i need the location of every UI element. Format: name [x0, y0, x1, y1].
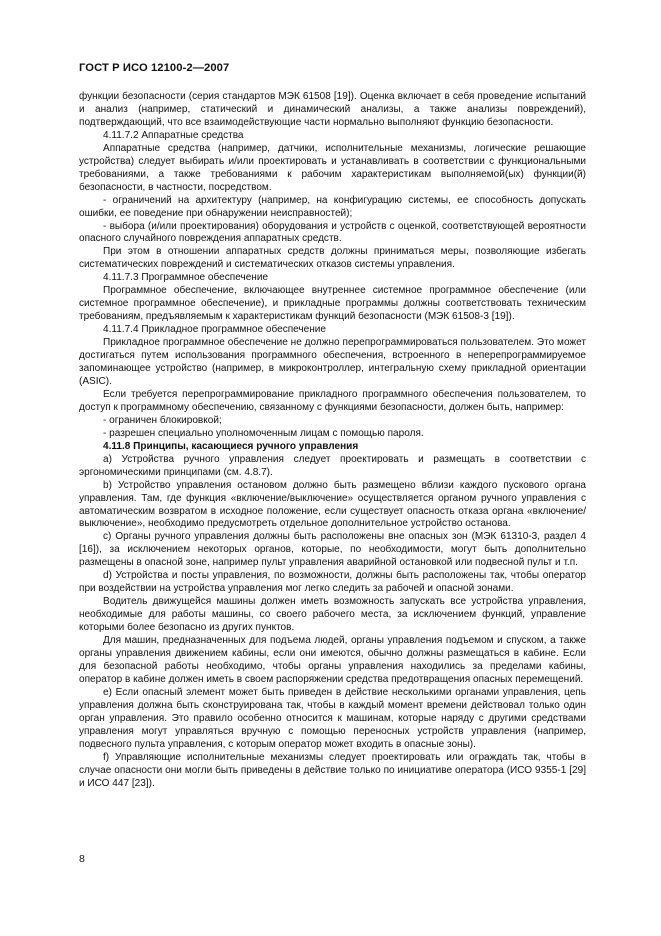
list-item: f) Управляющие исполнительные механизмы следует проектировать или ограждать так, чтобы в случае опасности они могли быть приведены в действие только по инициативе оператора (ИСО 9355-1 [29] и ИСО 447 [23]).	[79, 751, 586, 789]
paragraph: Программное обеспечение, включающее внутреннее системное программное обеспечение (или системное программное обеспечение), и прикладные программы должны соответствовать техническим требованиям, предъявляемым к характеристикам функций безопасности (МЭК 61508-3 [19]).	[79, 285, 586, 323]
page-number: 8	[79, 853, 85, 865]
paragraph: При этом в отношении аппаратных средств должны приниматься меры, позволяющие избегать систематических повреждений и систематических отказов системы управления.	[79, 246, 586, 271]
list-item: с) Органы ручного управления должны быть расположены вне опасных зон (МЭК 61310-3, раздел 4 [16]), за исключением некоторых органов, которые, по необходимости, могут быть дополнительно размещены в опасной зоне, например пульт управления аварийной остановкой или подвесной пульт и т.п.	[79, 531, 586, 569]
paragraph: Для машин, предназначенных для подъема людей, органы управления подъемом и спуском, а также органы управления движением кабины, если они имеются, обычно должны размещаться в кабине. Если для безопасной работы необходимо, чтобы органы управления находились за пределами кабины, оператор в кабине должен иметь в своем распоряжении средства предотвращения опасных перемещений.	[79, 635, 586, 685]
list-item: - ограничений на архитектуру (например, на конфигурацию системы, ее способность допускать ошибки, ее поведение при обнаружении неисправностей);	[79, 194, 586, 219]
section-heading-4-11-8: 4.11.8 Принципы, касающиеся ручного управления	[103, 440, 359, 452]
section-heading-4-11-7-3: 4.11.7.3 Программное обеспечение	[103, 272, 269, 284]
list-item: - ограничен блокировкой;	[103, 414, 222, 426]
list-item: - выбора (и/или проектирования) оборудования и устройств с оценкой, соответствующей вероятности опасного случайного повреждения аппаратных средств.	[79, 220, 586, 245]
list-item: а) Устройства ручного управления следует проектировать и размещать в соответствии с эргономическими принципами (см. 4.8.7).	[79, 453, 586, 478]
list-item: d) Устройства и посты управления, по возможности, должны быть расположены так, чтобы оператор при воздействии на устройства управления мог легко следить за рабочей и опасной зонами.	[79, 570, 586, 595]
paragraph: Аппаратные средства (например, датчики, исполнительные механизмы, логические решающие устройства) следует выбирать и/или проектировать и устанавливать в соответствии с функциональными требованиями, а также требованиями к рабочим характеристикам выполняемой(ых) функции(й) безопасности, в частности, посредством.	[79, 142, 586, 193]
list-item: b) Устройство управления остановом должно быть размещено вблизи каждого пускового органа управления. Там, где функция «включение/выключение» осуществляется органом ручного управления с автоматическим возвратом в исходное положение, если существует опасность отказа органа «включение/выключение», необходимо предусмотреть отдельное дополнительное устройство останова.	[79, 479, 586, 530]
paragraph: Водитель движущейся машины должен иметь возможность запускать все устройства управления, необходимые для работы машины, со своего рабочего места, за исключением функций, управление которыми более безопасно из других пунктов.	[79, 596, 586, 634]
document-header: ГОСТ Р ИСО 12100-2—2007	[79, 62, 230, 74]
paragraph: Прикладное программное обеспечение не должно перепрограммироваться пользователем. Это может достигаться путем использования программного обеспечения, встроенного в неперепрограммируемое запоминающее устройство (например, в микроконтроллер, интегральную схему прикладной ориентации (ASIC).	[79, 337, 586, 387]
section-heading-4-11-7-2: 4.11.7.2 Аппаратные средства	[103, 129, 244, 141]
section-heading-4-11-7-4: 4.11.7.4 Прикладное программное обеспечение	[103, 324, 327, 336]
document-body	[79, 91, 586, 790]
paragraph: функции безопасности (серия стандартов МЭК 61508 [19]). Оценка включает в себя проведение испытаний и анализ (например, статический и динамический анализы, а также анализы повреждений), подтверждающий, что все взаимодействующие части нормально выполняют функцию безопасности.	[79, 91, 586, 128]
list-item: е) Если опасный элемент может быть приведен в действие несколькими органами управления, цепь управления должна быть сконструирована так, чтобы в каждый момент времени действовал только один орган управления. Это правило особенно относится к машинам, которые наряду с другими средствами управления могут управляться вручную с помощью переносных устройств управления (например, подвесного пульта управления, с которым оператор может входить в опасные зоны).	[79, 686, 586, 750]
paragraph: Если требуется перепрограммирование прикладного программного обеспечения пользователем, то доступ к программному обеспечению, связанному с функциями безопасности, должен быть, например:	[79, 388, 586, 413]
list-item: - разрешен специально уполномоченным лицам с помощью пароля.	[103, 427, 424, 439]
